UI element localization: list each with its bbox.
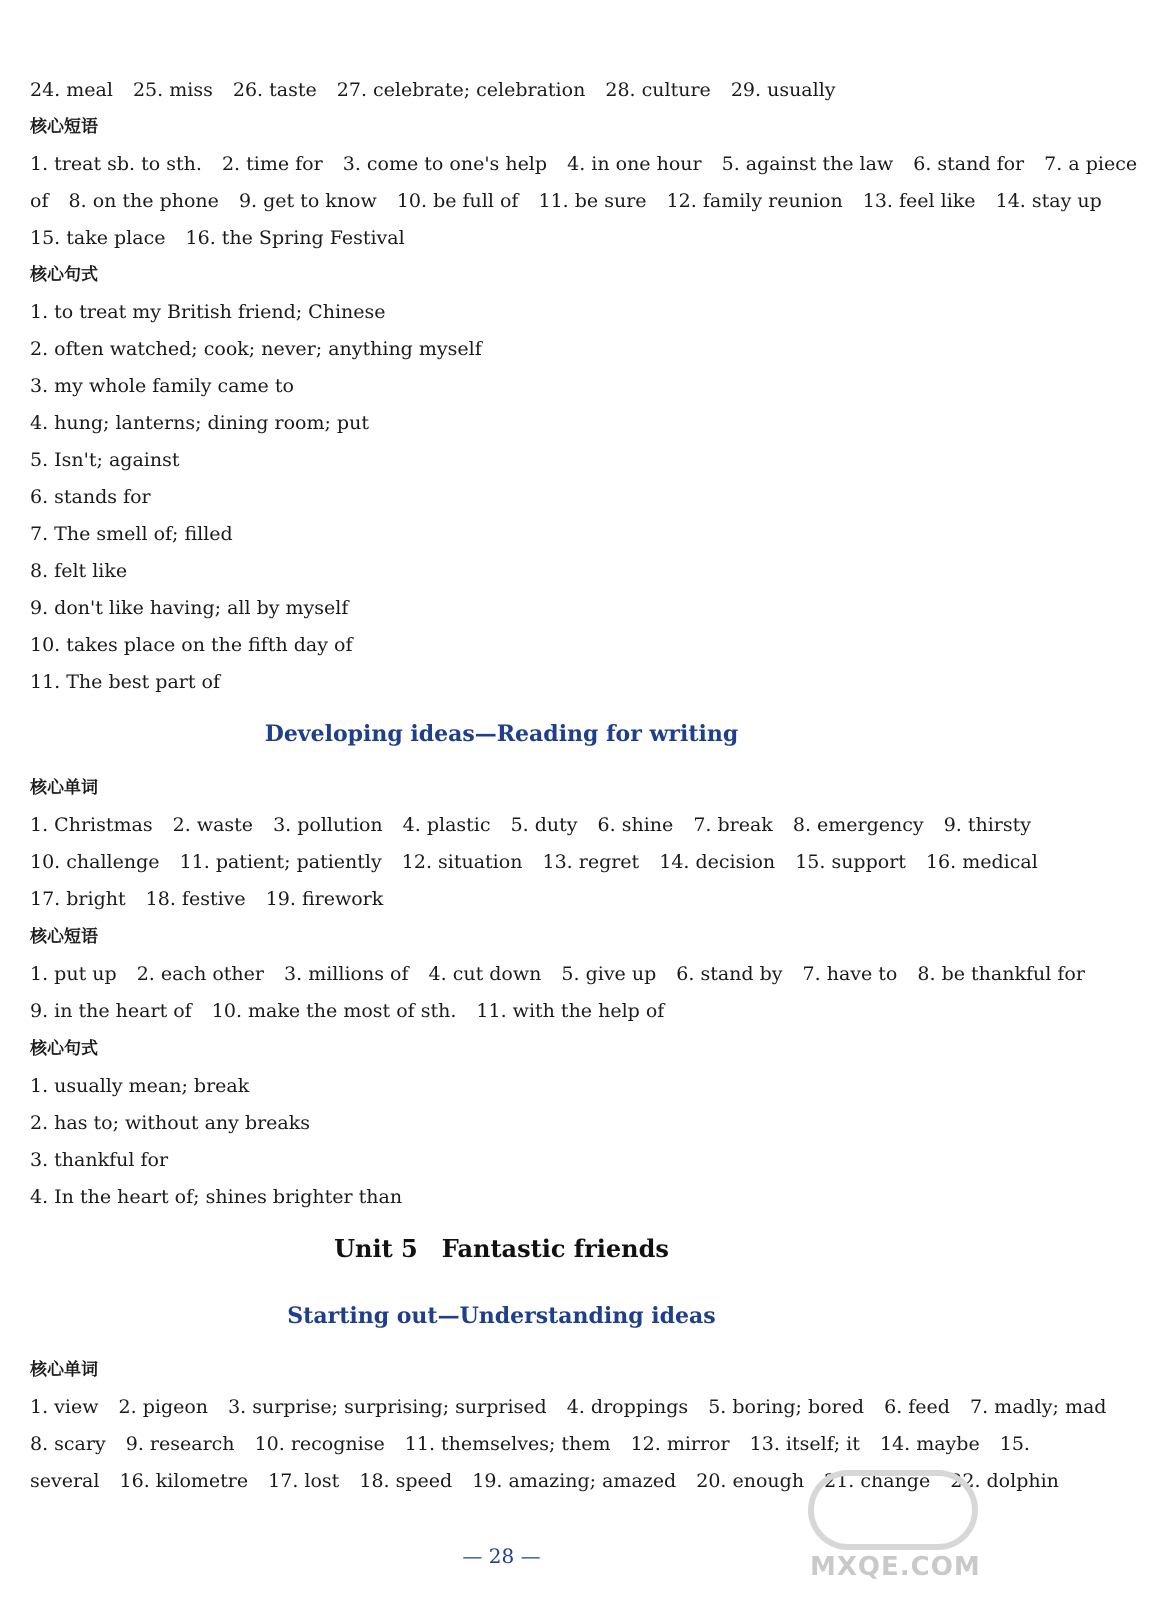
list-item: 5. duty	[510, 814, 578, 836]
list-item: 10. recognise	[254, 1433, 385, 1455]
sentence-line: 8. felt like	[30, 560, 128, 582]
list-item: 2. time for	[221, 153, 323, 175]
list-item: 7. break	[693, 814, 773, 836]
sentence-line: 2. often watched; cook; never; anything myself	[30, 338, 482, 360]
sentence-line: 9. don't like having; all by myself	[30, 597, 349, 619]
list-item: 6. stand by	[676, 963, 783, 985]
list-item: 14. stay up	[995, 190, 1102, 212]
list-item: 2. pigeon	[118, 1396, 209, 1418]
sentence-line: 4. hung; lanterns; dining room; put	[30, 412, 369, 434]
list-item: 8. on the phone	[68, 190, 219, 212]
label-core-words: 核心单词	[30, 1360, 98, 1380]
unit-number: Unit 5	[334, 1234, 418, 1263]
list-item: 2. each other	[136, 963, 264, 985]
list-item: 19. firework	[265, 888, 384, 910]
label-core-phrases: 核心短语	[30, 927, 98, 947]
list-item: 16. medical	[925, 851, 1038, 873]
label-core-sentences: 核心句式	[30, 265, 98, 285]
sentence-line: 3. my whole family came to	[30, 375, 294, 397]
label-core-sentences: 核心句式	[30, 1039, 98, 1059]
sentence-line: 2. has to; without any breaks	[30, 1112, 311, 1134]
list-item: 28. culture	[605, 79, 711, 101]
list-item: 11. be sure	[538, 190, 647, 212]
list-item: 18. festive	[145, 888, 246, 910]
page-number: — 28 —	[462, 1544, 541, 1568]
sentence-line: 3. thankful for	[30, 1149, 169, 1171]
list-item: 17. bright	[30, 888, 126, 910]
list-item: 3. come to one's help	[342, 153, 548, 175]
page-number-value: 28	[488, 1544, 515, 1568]
word-line	[30, 887, 973, 911]
list-item: 13. feel like	[862, 190, 976, 212]
sentence-line: 5. Isn't; against	[30, 449, 180, 471]
list-item: 15.	[999, 1433, 1030, 1455]
list-item: 12. family reunion	[666, 190, 843, 212]
list-item: 4. in one hour	[567, 153, 702, 175]
list-item: 7. madly; mad	[970, 1396, 1107, 1418]
list-item: 12. mirror	[630, 1433, 730, 1455]
list-item: 24. meal	[30, 79, 113, 101]
watermark-badge-icon	[808, 1470, 978, 1550]
list-item: 5. give up	[561, 963, 657, 985]
list-item: 26. taste	[232, 79, 317, 101]
watermark-text: MXQE.COM	[810, 1552, 981, 1582]
list-item: 1. put up	[30, 963, 117, 985]
sentence-line: 11. The best part of	[30, 671, 220, 693]
list-item: several	[30, 1470, 100, 1492]
list-item: 9. get to know	[238, 190, 377, 212]
list-item: 10. challenge	[30, 851, 160, 873]
list-item: 13. regret	[542, 851, 640, 873]
list-item: 1. treat sb. to sth.	[30, 153, 202, 175]
word-line-top	[30, 78, 973, 102]
list-item: 7. have to	[802, 963, 898, 985]
list-item: 11. with the help of	[476, 1000, 665, 1022]
word-line	[30, 1395, 1107, 1419]
phrase-line	[30, 152, 1138, 176]
list-item: 10. make the most of sth.	[211, 1000, 457, 1022]
list-item: 3. surprise; surprising; surprised	[228, 1396, 547, 1418]
list-item: 15. take place	[30, 227, 166, 249]
list-item: 14. maybe	[879, 1433, 980, 1455]
list-item: 18. speed	[359, 1470, 453, 1492]
list-item: 16. the Spring Festival	[185, 227, 405, 249]
list-item: 5. against the law	[721, 153, 894, 175]
phrase-line	[30, 189, 1102, 213]
list-item: 10. be full of	[396, 190, 519, 212]
list-item: 1. view	[30, 1396, 99, 1418]
list-item: 15. support	[795, 851, 906, 873]
list-item: 7. a piece	[1044, 153, 1138, 175]
list-item: 4. plastic	[402, 814, 491, 836]
sentence-line: 10. takes place on the fifth day of	[30, 634, 353, 656]
list-item: 16. kilometre	[119, 1470, 249, 1492]
word-line	[30, 850, 1038, 874]
sentence-line: 1. to treat my British friend; Chinese	[30, 301, 386, 323]
list-item: 1. Christmas	[30, 814, 153, 836]
list-item: 21. change	[824, 1470, 931, 1492]
sentence-line: 1. usually mean; break	[30, 1075, 250, 1097]
list-item: 6. shine	[597, 814, 674, 836]
list-item: 8. emergency	[792, 814, 924, 836]
list-item: 12. situation	[401, 851, 523, 873]
list-item: 25. miss	[132, 79, 213, 101]
list-item: 4. droppings	[566, 1396, 689, 1418]
list-item: 11. themselves; them	[404, 1433, 611, 1455]
list-item: 8. be thankful for	[917, 963, 1085, 985]
phrase-line	[30, 226, 973, 250]
watermark-logo	[800, 1470, 990, 1590]
list-item: 19. amazing; amazed	[472, 1470, 677, 1492]
list-item: 14. decision	[659, 851, 776, 873]
list-item: 29. usually	[730, 79, 836, 101]
list-item: 20. enough	[696, 1470, 805, 1492]
list-item: 3. pollution	[273, 814, 383, 836]
section-title-developing-ideas: Developing ideas—Reading for writing	[264, 721, 739, 747]
list-item: 9. in the heart of	[30, 1000, 192, 1022]
word-line	[30, 1432, 1030, 1456]
list-item: 22. dolphin	[950, 1470, 1059, 1492]
list-item: 13. itself; it	[749, 1433, 860, 1455]
word-line	[30, 813, 1032, 837]
sentence-line: 4. In the heart of; shines brighter than	[30, 1186, 403, 1208]
list-item: 6. stand for	[913, 153, 1025, 175]
list-item: 11. patient; patiently	[179, 851, 382, 873]
label-core-phrases: 核心短语	[30, 117, 98, 137]
unit-name: Fantastic friends	[441, 1234, 669, 1263]
sentence-line: 7. The smell of; filled	[30, 523, 233, 545]
list-item: 4. cut down	[428, 963, 542, 985]
list-item: 2. waste	[172, 814, 254, 836]
list-item: 27. celebrate; celebration	[336, 79, 586, 101]
section-title-starting-out: Starting out—Understanding ideas	[287, 1303, 716, 1329]
unit-title	[0, 1234, 1003, 1264]
phrase-line	[30, 962, 1085, 986]
phrase-line	[30, 999, 973, 1023]
list-item: 9. thirsty	[943, 814, 1032, 836]
sentence-line: 6. stands for	[30, 486, 151, 508]
list-item: 17. lost	[268, 1470, 340, 1492]
list-item: 9. research	[125, 1433, 235, 1455]
list-item: 3. millions of	[284, 963, 409, 985]
label-core-words: 核心单词	[30, 778, 98, 798]
list-item: 6. feed	[884, 1396, 950, 1418]
list-item: of	[30, 190, 49, 212]
list-item: 8. scary	[30, 1433, 106, 1455]
list-item: 5. boring; bored	[708, 1396, 865, 1418]
